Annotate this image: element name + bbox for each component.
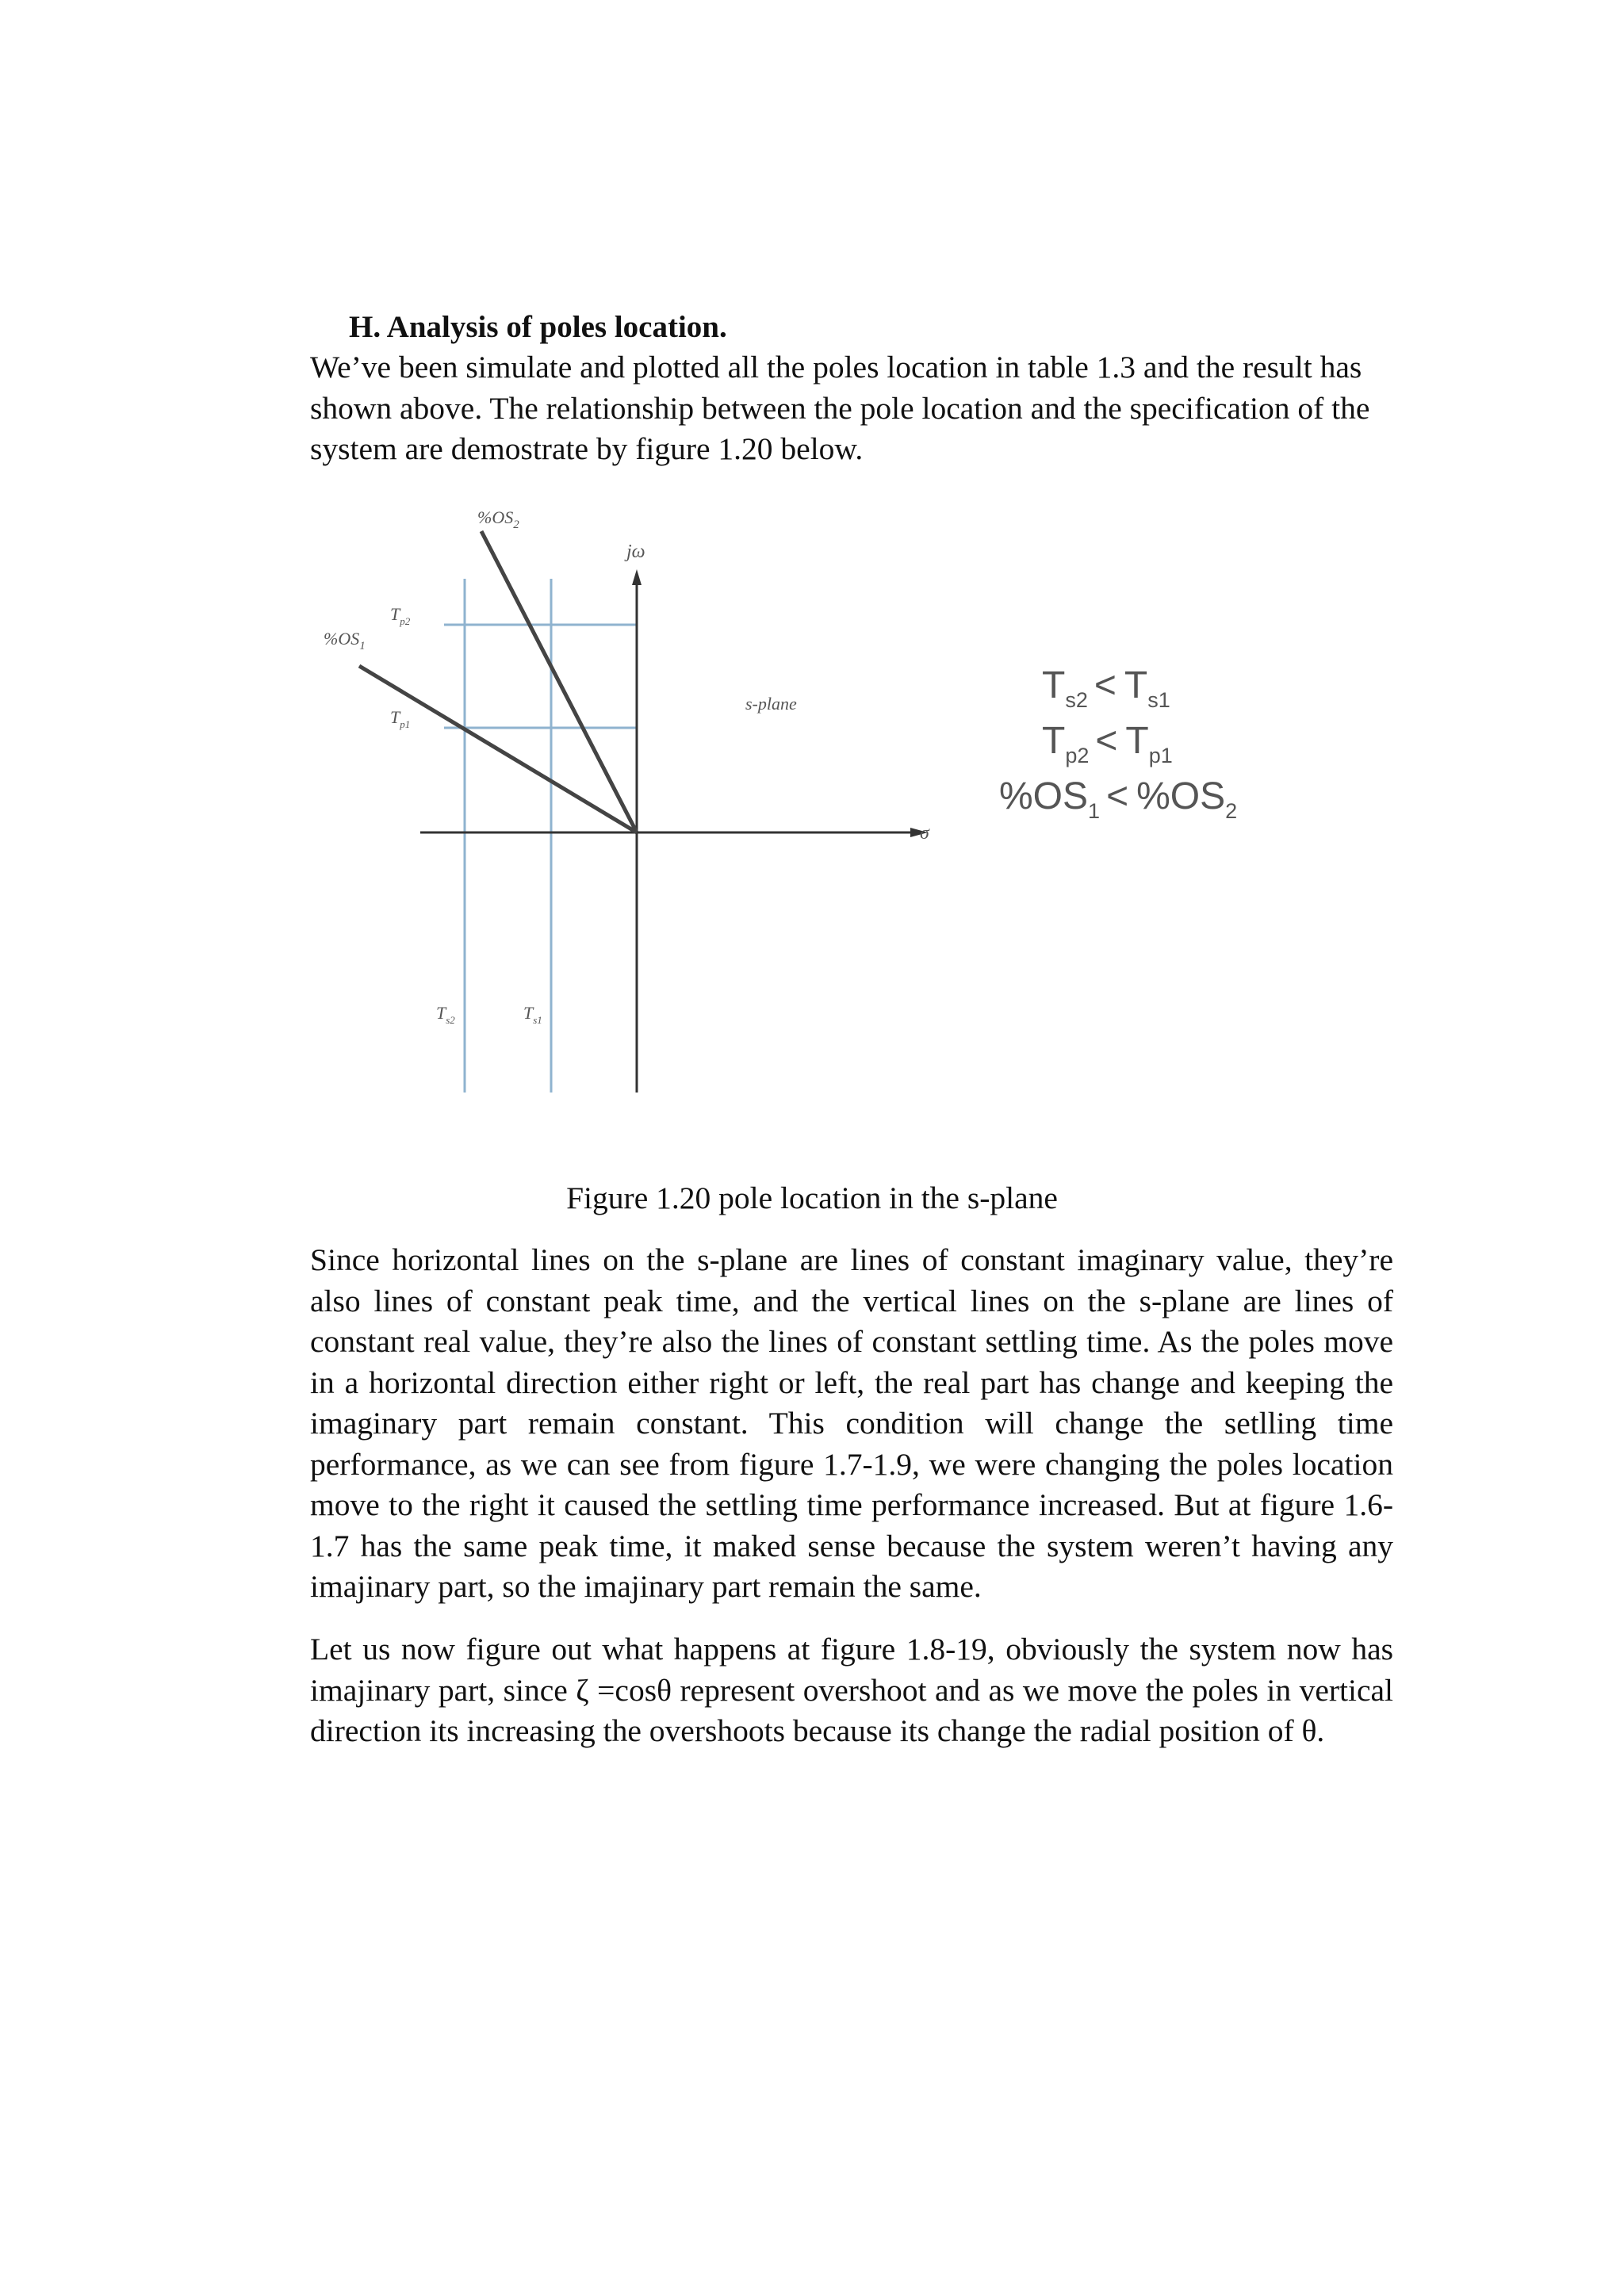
os2-label: $\%OS_2$ [477,507,519,531]
relation-overshoot: $\%OS_1 < \%OS_2$ [999,775,1238,823]
jw-label: jω [626,541,645,562]
ts2-label: $T_{s2}$ [436,1003,455,1026]
ts1-label: $T_{s1}$ [523,1003,542,1026]
section-heading: H. Analysis of poles location. [349,310,727,344]
figure-caption: Figure 1.20 pole location in the s-plane [566,1181,1058,1215]
relation-settling-time: $T_{s2} < T_{s1}$ [1042,664,1170,712]
os1-label: $\%OS_1$ [324,629,366,652]
sigma-label: σ [920,823,929,844]
s-plane-figure [301,492,1332,1126]
imaginary-axis-arrow [632,569,642,585]
body-paragraph-1: Since horizontal lines on the s-plane are lines of constant imaginary value, they’re also lines of constant peak time, and the vertical lines on the s-plane are lines of constant real value, they’re also the lines of constant settling time. As the poles move in a horizontal direction either right or left, the real part has change and keeping the imaginary part remain constant. This condition will change the setlling time performance, as we can see from figure 1.7-1.9, we were changing the poles location move to the right it caused the settling time performance increased. But at figure 1.6-1.7 has the same peak time, it maked sense because the system weren’t having any imajinary part, so the imajinary part remain the same. [310,1242,1393,1604]
s-plane-label: s-plane [745,694,797,714]
relation-peak-time: $T_{p2} < T_{p1}$ [1042,720,1173,767]
tp2-label: $T_{p2}$ [390,604,411,627]
intro-paragraph: We’ve been simulate and plotted all the poles location in table 1.3 and the result has shown above. The relationship between the pole location and the specification of the system are demostrate by figure 1.20 below. [310,350,1370,466]
body-paragraph-2: Let us now figure out what happens at figure 1.8-19, obviously the system now has imajinary part, since ζ =cosθ represent overshoot and as we move the poles in vertical direction its increasing the overshoots because its change the radial position of θ. [310,1632,1393,1748]
s-plane-diagram [301,492,1332,1126]
tp1-label: $T_{p1}$ [390,707,411,730]
